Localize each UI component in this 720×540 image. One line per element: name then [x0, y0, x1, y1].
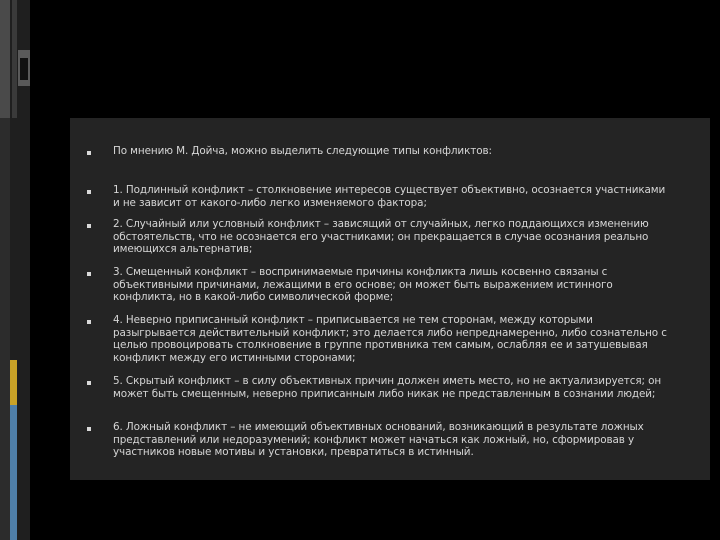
left-decor-top-bar [0, 0, 10, 118]
left-decor-yellow-bar [10, 360, 17, 405]
content-panel [70, 118, 710, 480]
bullet-text: 3. Смещенный конфликт – воспринимаемые причины конфликта лишь косвенно связаны с объективными причинами, лежащими в его основе; он может быть выражением истинного конфликта, но в какой-либо символической форме; [113, 266, 613, 304]
left-decor-gray-bar [0, 118, 10, 540]
bullet-text: 5. Скрытый конфликт – в силу объективных причин должен иметь место, но не актуализируется; он может быть смещенным, неверно приписанным либо никак не представленным в сознании людей; [113, 375, 662, 400]
bullet-square-icon [87, 427, 91, 431]
bullet-text: По мнению М. Дойча, можно выделить следующие типы конфликтов: [113, 145, 492, 157]
bullet-square-icon [87, 224, 91, 228]
bullet-square-icon [87, 381, 91, 385]
bullet-square-icon [87, 272, 91, 276]
bullet-text: 6. Ложный конфликт – не имеющий объективных оснований, возникающий в результате ложных представлений или недоразумений; конфликт может начаться как ложный, но, сформировав у участников новые мотивы и установки, превратиться в истинный. [113, 421, 644, 459]
bullet-text: 4. Неверно приписанный конфликт – приписывается не тем сторонам, между которыми разыгрывается действительный конфликт; это делается либо непреднамеренно, либо сознательно с целью провоцировать столкновение в группе противника тем самым, ослабляя ее и затушевывая конфликт между его истинными сторонами; [113, 314, 667, 364]
left-decor-square-inner [20, 58, 28, 80]
bullet-square-icon [87, 190, 91, 194]
bullet-square-icon [87, 320, 91, 324]
bullet-text: 2. Случайный или условный конфликт – зависящий от случайных, легко поддающихся изменению обстоятельств, что не осознается его участниками; он прекращается в случае осознания реально имеющихся альтернатив; [113, 218, 649, 256]
bullet-text: 1. Подлинный конфликт – столкновение интересов существует объективно, осознается участниками и не зависит от какого-либо легко изменяемого фактора; [113, 184, 666, 209]
left-decor-accent-bar [12, 0, 17, 118]
left-decor-blue-bar [10, 405, 17, 540]
bullet-square-icon [87, 151, 91, 155]
